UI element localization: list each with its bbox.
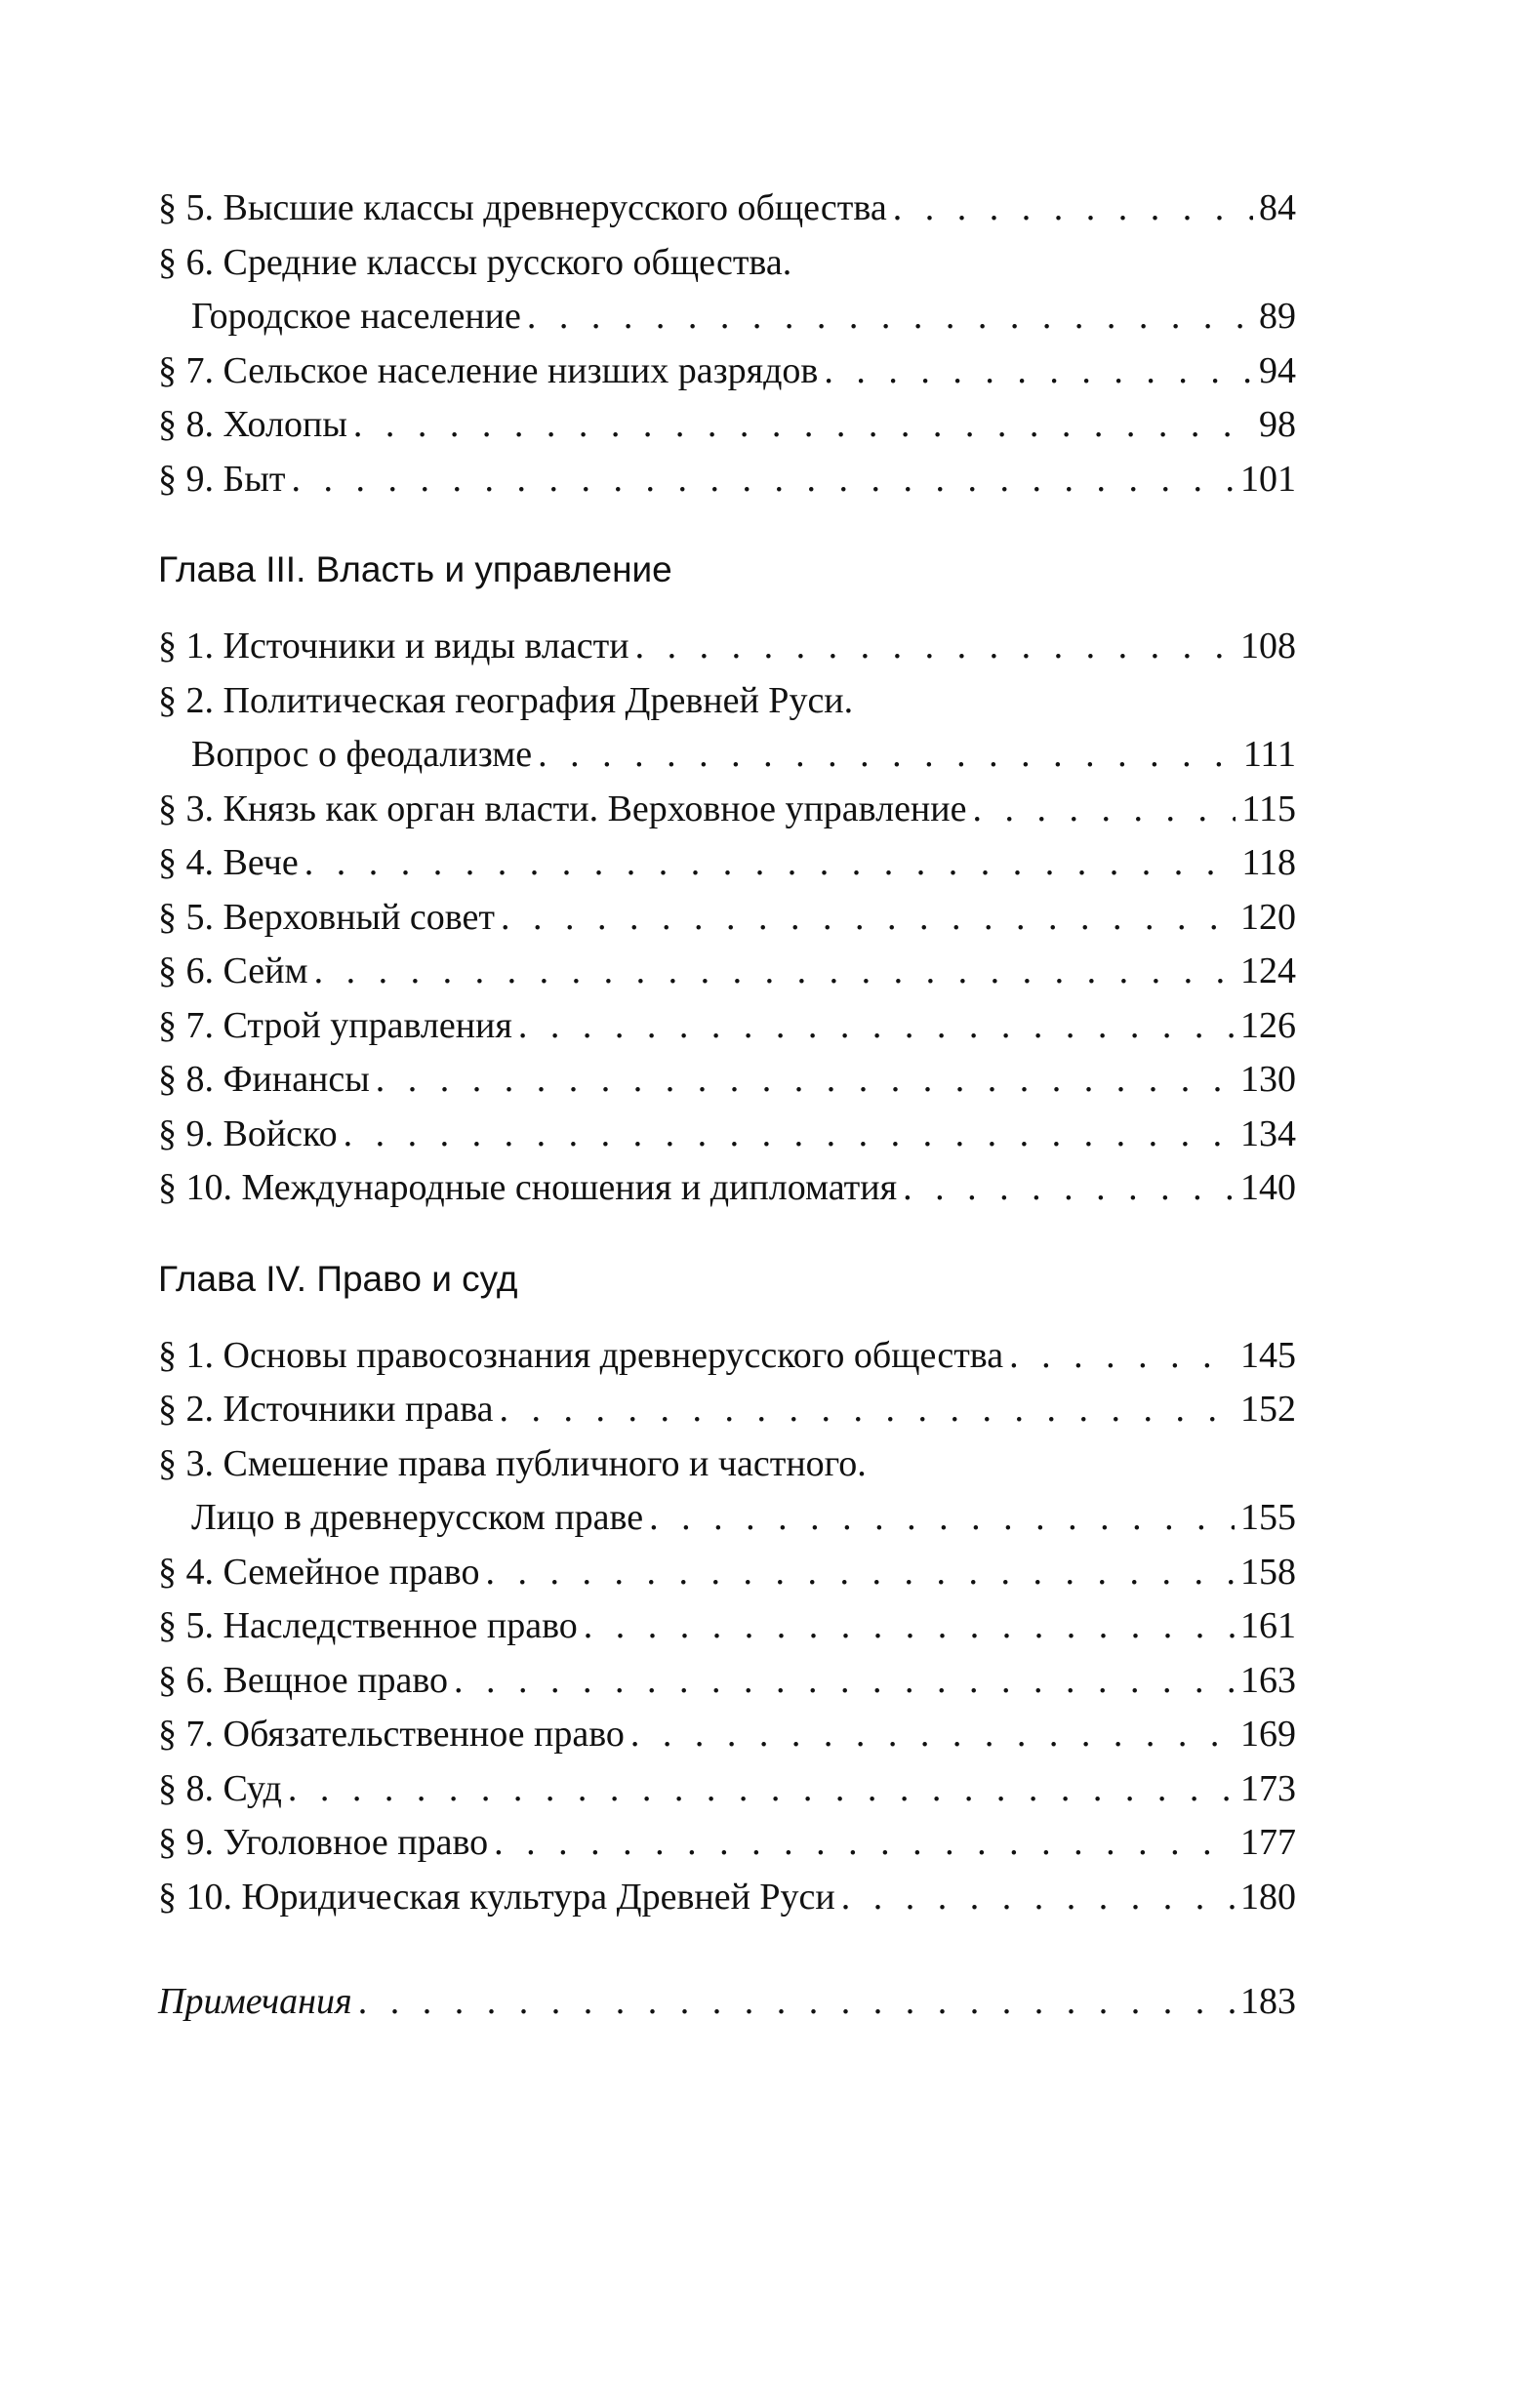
dot-leader: [903, 1161, 1235, 1216]
dot-leader: [501, 891, 1235, 946]
toc-entry-page: 183: [1240, 1981, 1296, 2022]
toc-entry-title: § 8. Холопы: [158, 404, 347, 445]
toc-entry-page: 126: [1240, 1004, 1296, 1046]
toc-entry: [158, 1491, 1296, 1546]
toc-section-chapter-3: [158, 620, 1296, 1216]
toc-entry-page: 177: [1240, 1822, 1296, 1863]
toc-entry: [158, 1053, 1296, 1108]
toc-entry-title: § 7. Сельское население низших разрядов: [158, 349, 819, 391]
toc-entry: [158, 999, 1296, 1054]
toc-entry-page: 94: [1259, 349, 1296, 391]
dot-leader: [288, 1762, 1235, 1817]
dot-leader: [893, 182, 1253, 236]
dot-leader: [635, 620, 1235, 674]
toc-entry-page: 130: [1240, 1059, 1296, 1100]
toc-entry-title: § 9. Быт: [158, 458, 286, 500]
dot-leader: [485, 1546, 1235, 1600]
toc-entry: [158, 1871, 1296, 1925]
toc-entry-page: 180: [1240, 1876, 1296, 1918]
toc-entry: [158, 1108, 1296, 1162]
toc-entry: [158, 891, 1296, 946]
toc-entry: [158, 290, 1296, 344]
dot-leader: [353, 398, 1253, 453]
toc-entry-page: 173: [1240, 1767, 1296, 1809]
spacer: [158, 1924, 1296, 1975]
toc-entry: [158, 1654, 1296, 1709]
toc-entry-title: § 1. Источники и виды власти: [158, 626, 629, 666]
toc-entry-title: § 7. Обязательственное право: [158, 1714, 625, 1755]
dot-leader: [824, 344, 1253, 399]
table-of-contents: [158, 182, 1296, 2030]
dot-leader: [494, 1816, 1235, 1871]
toc-entry-page: 120: [1240, 896, 1296, 938]
toc-entry-page: 145: [1240, 1334, 1296, 1376]
toc-entry-page: 161: [1240, 1605, 1296, 1646]
toc-entry-page: 111: [1242, 734, 1296, 775]
toc-entry-page: 163: [1240, 1659, 1296, 1701]
toc-entry-title: § 4. Семейное право: [158, 1551, 480, 1593]
dot-leader: [454, 1654, 1235, 1709]
toc-entry-title: § 3. Князь как орган власти. Верховное управление: [158, 788, 967, 829]
toc-entry-title: § 9. Уголовное право: [158, 1822, 489, 1863]
toc-entry-title: § 6. Средние классы русского общества.: [158, 241, 792, 283]
dot-leader: [344, 1108, 1235, 1162]
toc-entry: [158, 728, 1296, 783]
toc-entry-page: 98: [1259, 404, 1296, 445]
dot-leader: [518, 999, 1235, 1054]
toc-entry-title: Лицо в древнерусском праве: [191, 1497, 644, 1538]
toc-entry-title: § 5. Высшие классы древнерусского общества: [158, 187, 887, 228]
toc-entry-title: Городское население: [191, 296, 521, 337]
dot-leader: [972, 783, 1236, 837]
toc-entry-title: § 2. Источники права: [158, 1389, 494, 1430]
dot-leader: [500, 1383, 1235, 1437]
toc-entry-page: 169: [1240, 1714, 1296, 1755]
toc-entry-page: 101: [1240, 458, 1296, 500]
toc-entry-page: 115: [1241, 788, 1296, 829]
dot-leader: [630, 1708, 1235, 1762]
dot-leader: [538, 728, 1237, 783]
toc-section-chapter-4: [158, 1329, 1296, 1925]
toc-entry-title: § 9. Войско: [158, 1112, 338, 1154]
toc-entry: [158, 1546, 1296, 1600]
toc-entry-title: § 8. Суд: [158, 1767, 282, 1809]
toc-entry-title: § 5. Верховный совет: [158, 896, 495, 938]
toc-entry: [158, 1161, 1296, 1216]
chapter-heading-3: Глава III. Власть и управление: [158, 549, 672, 589]
dot-leader: [376, 1053, 1235, 1108]
dot-leader: [314, 945, 1235, 999]
toc-entry-title: Вопрос о феодализме: [191, 734, 533, 775]
toc-entry: [158, 1599, 1296, 1654]
toc-entry: [158, 1329, 1296, 1384]
dot-leader: [291, 453, 1235, 507]
toc-entry-page: 158: [1240, 1551, 1296, 1593]
toc-entry-title: § 1. Основы правосознания древнерусского общества: [158, 1334, 1004, 1376]
toc-entry-title: § 5. Наследственное право: [158, 1605, 578, 1646]
toc-entry: [158, 783, 1296, 837]
dot-leader: [841, 1871, 1235, 1925]
dot-leader: [527, 290, 1253, 344]
dot-leader: [649, 1491, 1235, 1546]
dot-leader: [358, 1975, 1235, 2030]
toc-entry: [158, 398, 1296, 453]
toc-entry-page: 84: [1259, 187, 1296, 228]
toc-entry: [158, 620, 1296, 674]
toc-entry: [158, 344, 1296, 399]
toc-entry-title: § 10. Международные сношения и дипломатия: [158, 1167, 898, 1208]
toc-entry-title: § 10. Юридическая культура Древней Руси: [158, 1876, 835, 1918]
toc-entry-title: § 6. Вещное право: [158, 1659, 449, 1701]
toc-entry: [158, 1383, 1296, 1437]
toc-entry: [158, 1437, 1296, 1492]
toc-entry-page: 108: [1240, 626, 1296, 666]
toc-entry: [158, 1816, 1296, 1871]
toc-entry-page: 155: [1240, 1497, 1296, 1538]
toc-entry-title: § 6. Сейм: [158, 950, 308, 991]
toc-entry: [158, 1708, 1296, 1762]
toc-entry-title: § 8. Финансы: [158, 1059, 370, 1100]
toc-entry-page: 152: [1240, 1389, 1296, 1430]
toc-entry: [158, 236, 1296, 291]
toc-entry-title: Примечания: [158, 1981, 352, 2022]
chapter-heading-4: Глава IV. Право и суд: [158, 1258, 518, 1299]
dot-leader: [304, 836, 1236, 891]
toc-entry-page: 124: [1240, 950, 1296, 991]
toc-entry: [158, 836, 1296, 891]
toc-entry-page: 118: [1241, 842, 1296, 883]
toc-entry-title: § 7. Строй управления: [158, 1004, 512, 1046]
dot-leader: [1009, 1329, 1235, 1384]
toc-entry: [158, 674, 1296, 729]
toc-entry: [158, 1762, 1296, 1817]
toc-entry-title: § 4. Вече: [158, 842, 299, 883]
toc-entry-page: 134: [1240, 1112, 1296, 1154]
toc-entry: [158, 182, 1296, 236]
dot-leader: [584, 1599, 1235, 1654]
toc-entry-title: § 3. Смешение права публичного и частного.: [158, 1442, 867, 1484]
toc-entry: [158, 453, 1296, 507]
toc-entry-page: 140: [1240, 1167, 1296, 1208]
toc-entry: [158, 945, 1296, 999]
toc-section-top: [158, 182, 1296, 506]
toc-entry-notes: [158, 1975, 1296, 2030]
toc-entry-page: 89: [1259, 296, 1296, 337]
toc-entry-title: § 2. Политическая география Древней Руси.: [158, 679, 854, 721]
